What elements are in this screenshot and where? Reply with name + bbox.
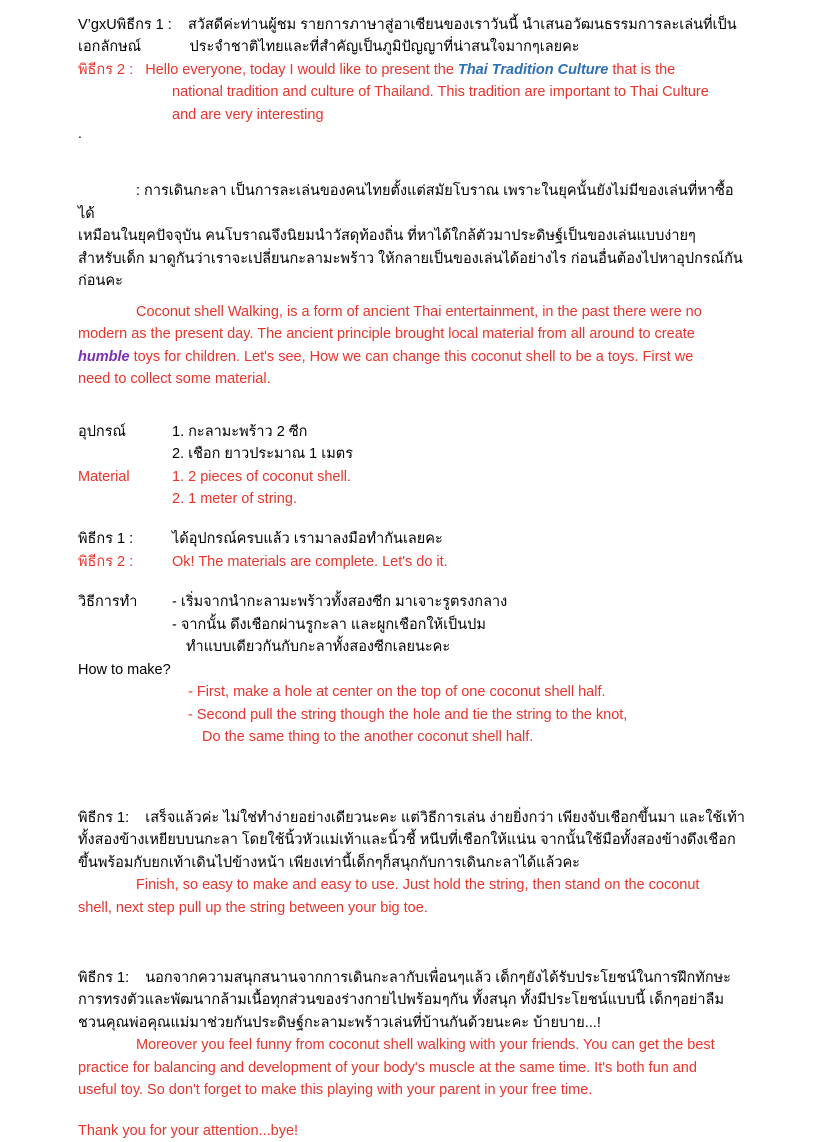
intro-host1-line bbox=[78, 14, 750, 36]
closing-line: Thank you for your attention...bye! bbox=[78, 1122, 299, 1139]
howto-eng-step-1: - First, make a hole at center on the top of one coconut shell half. bbox=[188, 684, 606, 701]
howto-thai-step-1: - เริ่มจากนำกะลามะพร้าวทั้งสองซีก มาเจาะรูตรงกลาง bbox=[172, 594, 508, 611]
intro-host1-text2: เอกลักษณ์ bbox=[78, 39, 142, 56]
ready-host1-label: พิธีกร 1 : bbox=[78, 531, 134, 548]
coconut-thai-line4: ก่อนคะ bbox=[78, 273, 123, 290]
finish-section bbox=[78, 807, 750, 919]
coconut-thai-line3: สำหรับเด็ก มาดูกันว่าเราจะเปลี่ยนกะลามะพร้าว ให้กลายเป็นของเล่นได้อย่างไร ก่อนอื่นต้องไปหาอุปกรณ์กัน bbox=[78, 250, 743, 267]
coconut-thai-line1: : การเดินกะลา เป็นการละเล่นของคนไทยตั้งแต่สมัยโบราณ เพราะในยุคนั้นยังไม่มีของเล่นที่หาซื้อได้ bbox=[78, 183, 734, 222]
ready-host1-row bbox=[78, 528, 750, 550]
finish-host1-label: พิธีกร 1: bbox=[78, 809, 130, 826]
humble-highlight: humble bbox=[78, 348, 130, 365]
spacer-7b bbox=[78, 959, 750, 967]
howto-section bbox=[78, 591, 750, 748]
intro-host2-text-pre: Hello everyone, today I would like to present the bbox=[145, 61, 458, 78]
howto-thai-label: วิธีการทำ bbox=[78, 594, 138, 611]
ready-section bbox=[78, 528, 750, 573]
intro-host2-line3-text: and are very interesting bbox=[172, 106, 324, 123]
coconut-eng-line3 bbox=[78, 346, 750, 368]
intro-host1-line2 bbox=[78, 36, 750, 58]
spacer-7 bbox=[78, 919, 750, 959]
ready-host2-label: พิธีกร 2 : bbox=[78, 553, 134, 570]
intro-host2-line2-text: national tradition and culture of Thailand. This tradition are important to Thai Culture bbox=[172, 84, 709, 101]
materials-thai-label: อุปกรณ์ bbox=[78, 423, 126, 440]
spacer-6 bbox=[78, 749, 750, 789]
benefits-section bbox=[78, 967, 750, 1142]
spacer-3 bbox=[78, 391, 750, 421]
intro-block bbox=[78, 14, 750, 140]
intro-host2-text-post: that is the bbox=[608, 61, 676, 78]
coconut-eng-line3-post: toys for children. Let's see, How we can change this coconut shell to be a toys. First we bbox=[129, 348, 694, 365]
coconut-section bbox=[78, 180, 750, 390]
spacer-2 bbox=[78, 293, 750, 301]
ready-host2-text: Ok! The materials are complete. Let's do it. bbox=[172, 553, 448, 570]
benefits-thai-line3: ชวนคุณพ่อคุณแม่มาช่วยกันประดิษฐ์กะลามะพร้าวเล่นที่บ้านกันด้วยนะคะ บ้ายบาย...! bbox=[78, 1014, 601, 1031]
benefits-host1-label: พิธีกร 1: bbox=[78, 970, 130, 986]
finish-eng-line1: Finish, so easy to make and easy to use. Just hold the string, then stand on the coconut bbox=[136, 877, 700, 894]
coconut-eng-line2: modern as the present day. The ancient principle brought local material from all around to create bbox=[78, 326, 695, 343]
finish-thai-line3: ขึ้นพร้อมกับยกเท้าเดินไปข้างหน้า เพียงเท่านี้เด็กๆก็สนุกกับการเดินกะลาได้แล้วคะ bbox=[78, 854, 580, 871]
materials-eng-item-1: 1. 2 pieces of coconut shell. bbox=[172, 468, 351, 485]
howto-thai-row bbox=[78, 591, 750, 658]
finish-thai-line1: เสร็จแล้วค่ะ ไม่ใช่ทำง่ายอย่างเดียวนะคะ แต่วิธีการเล่น ง่ายยิ่งกว่า เพียงจับเชือกขึ้นมา และใช้เท้า bbox=[145, 809, 745, 826]
finish-thai-line2: ทั้งสองข้างเหยียบบนกะลา โดยใช้นิ้วหัวแม่เท้าและนิ้วชี้ หนีบที่เชือกให้แน่น จากนั้นใช้มือทั้งสองข้างดึงเชือก bbox=[78, 832, 736, 849]
coconut-thai-line2: เหมือนในยุคปัจจุบัน คนโบราณจึงนิยมนำวัสดุท้องถิ่น ที่หาได้ใกล้ตัวมาประดิษฐ์เป็นของเล่นแบบง่ายๆ bbox=[78, 228, 696, 245]
stray-dot: . bbox=[78, 125, 82, 142]
benefits-eng-line1: Moreover you feel funny from coconut shell walking with your friends. You can get the best bbox=[136, 1037, 715, 1054]
spacer-4 bbox=[78, 510, 750, 528]
coconut-eng-line4: need to collect some material. bbox=[78, 371, 271, 388]
intro-host1-text2b: ประจำชาติไทยและที่สำคัญเป็นภูมิปัญญาที่น่าสนใจมากๆเลยคะ bbox=[189, 39, 580, 56]
materials-eng-label: Material bbox=[78, 468, 130, 485]
spacer-5 bbox=[78, 573, 750, 591]
intro-host1-label: V’gxUพิธีกร 1 : bbox=[78, 17, 172, 33]
ready-host1-text: ได้อุปกรณ์ครบแล้ว เรามาลงมือทำกันเลยคะ bbox=[172, 531, 443, 548]
intro-host2-line2 bbox=[78, 81, 750, 103]
benefits-eng-line2: practice for balancing and development of your body's muscle at the same time. It's both fun and bbox=[78, 1059, 697, 1076]
finish-host1-line1 bbox=[78, 807, 750, 829]
intro-host2-label: พิธีกร 2 : bbox=[78, 61, 134, 78]
spacer-8 bbox=[78, 1102, 750, 1120]
intro-host1-text: สวัสดีค่ะท่านผู้ชม รายการภาษาสู่อาเซียนของเราวันนี้ นำเสนอวัฒนธรรมการละเล่นที่เป็น bbox=[187, 17, 737, 33]
howto-eng-label: How to make? bbox=[78, 661, 171, 678]
thai-tradition-culture-highlight: Thai Tradition Culture bbox=[457, 61, 609, 78]
benefits-host1-line1 bbox=[78, 967, 750, 989]
benefits-thai-line1: นอกจากความสนุกสนานจากการเดินกะลากับเพื่อนๆแล้ว เด็กๆยังได้รับประโยชน์ในการฝึกทักษะ bbox=[145, 970, 731, 986]
materials-section bbox=[78, 421, 750, 511]
howto-eng-step-3: Do the same thing to the another coconut shell half. bbox=[202, 729, 534, 746]
materials-thai-row bbox=[78, 421, 750, 466]
spacer-1 bbox=[78, 140, 750, 180]
spacer-6b bbox=[78, 789, 750, 807]
finish-eng-line2: shell, next step pull up the string between your big toe. bbox=[78, 899, 428, 916]
materials-thai-item-2: 2. เชือก ยาวประมาณ 1 เมตร bbox=[172, 446, 353, 463]
coconut-eng-line1: Coconut shell Walking, is a form of ancient Thai entertainment, in the past there were no bbox=[136, 303, 702, 320]
intro-host2-line bbox=[78, 59, 750, 81]
howto-thai-step-3: ทำแบบเดียวกันกับกะลาทั้งสองซีกเลยนะคะ bbox=[186, 639, 451, 656]
intro-host2-line3 bbox=[78, 104, 750, 126]
materials-thai-item-1: 1. กะลามะพร้าว 2 ซีก bbox=[172, 423, 308, 440]
ready-host2-row bbox=[78, 551, 750, 573]
howto-eng-step-2: - Second pull the string though the hole and tie the string to the knot, bbox=[188, 706, 628, 723]
howto-thai-step-2: - จากนั้น ดึงเชือกผ่านรูกะลา และผูกเชือกให้เป็นปม bbox=[172, 616, 486, 633]
benefits-thai-line2: การทรงตัวและพัฒนากล้ามเนื้อทุกส่วนของร่างกายไปพร้อมๆกัน ทั้งสนุก ทั้งมีประโยชน์แบบนี้ เด็กๆอย่าลืม bbox=[78, 992, 725, 1009]
materials-eng-row bbox=[78, 466, 750, 511]
materials-eng-item-2: 2. 1 meter of string. bbox=[172, 490, 297, 507]
document-content bbox=[78, 14, 750, 1142]
benefits-eng-line3: useful toy. So don't forget to make this playing with your parent in your free time. bbox=[78, 1082, 593, 1099]
